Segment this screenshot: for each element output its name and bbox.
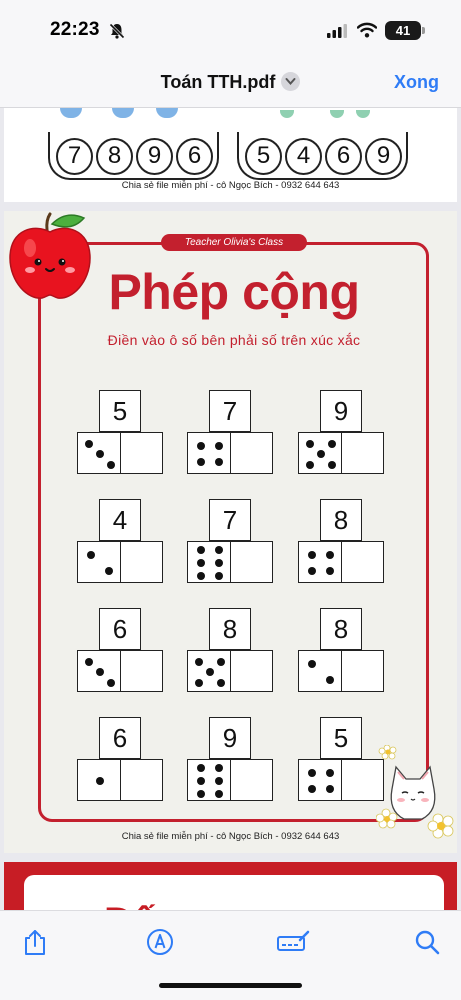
- number-circle: 9: [136, 138, 173, 175]
- dice-pip: [107, 679, 115, 687]
- dice-pip: [85, 658, 93, 666]
- chevron-down-icon[interactable]: [281, 72, 300, 91]
- dice-pip: [197, 546, 205, 554]
- search-icon[interactable]: [413, 928, 441, 956]
- dice-pip: [217, 658, 225, 666]
- number-circle: 8: [96, 138, 133, 175]
- battery-cap: [422, 27, 425, 34]
- dice-pip: [215, 458, 223, 466]
- answer-box: [342, 541, 384, 583]
- dice-pip: [306, 461, 314, 469]
- dice-pip: [215, 572, 223, 580]
- number-row-right: [237, 132, 408, 180]
- target-number-box: 6: [99, 608, 141, 650]
- bird-illustration: [156, 108, 178, 118]
- target-number-box: 8: [320, 608, 362, 650]
- dice-pip: [215, 790, 223, 798]
- number-circle: 6: [176, 138, 213, 175]
- target-number-box: 5: [320, 717, 362, 759]
- answer-box: [231, 759, 273, 801]
- dice-face: [298, 759, 342, 801]
- dice-face: [77, 432, 121, 474]
- dice-pip: [326, 567, 334, 575]
- dice-pip: [215, 546, 223, 554]
- dice-pip: [328, 440, 336, 448]
- cellular-signal-icon: [327, 24, 347, 38]
- dice-face: [187, 650, 231, 692]
- answer-box: [231, 650, 273, 692]
- answer-box: [121, 759, 163, 801]
- grass-illustration: [280, 110, 294, 118]
- dice-pip: [308, 551, 316, 559]
- dice-pip: [326, 785, 334, 793]
- document-title-button[interactable]: [0, 72, 461, 93]
- dice-pip: [206, 668, 214, 676]
- number-circle: 7: [56, 138, 93, 175]
- navigation-bar: [0, 60, 461, 108]
- dice-face: [187, 432, 231, 474]
- home-indicator: [159, 983, 302, 988]
- dice-face: [77, 541, 121, 583]
- dice-pip: [107, 461, 115, 469]
- target-number-box: 5: [99, 390, 141, 432]
- dice-pip: [217, 679, 225, 687]
- dice-pip: [308, 567, 316, 575]
- dice-pip: [215, 442, 223, 450]
- dice-pip: [195, 679, 203, 687]
- answer-box: [342, 432, 384, 474]
- answer-box: [231, 541, 273, 583]
- dice-pip: [105, 567, 113, 575]
- worksheet-instruction: Điền vào ô số bên phải số trên xúc xắc: [107, 332, 361, 348]
- dice-pip: [308, 785, 316, 793]
- target-number-box: 8: [209, 608, 251, 650]
- dice-face: [298, 650, 342, 692]
- dice-pip: [96, 777, 104, 785]
- dice-pip: [326, 769, 334, 777]
- signature-icon[interactable]: [276, 928, 310, 956]
- dice-pip: [197, 559, 205, 567]
- dice-pip: [328, 461, 336, 469]
- number-circle: 5: [245, 138, 282, 175]
- status-bar: [0, 0, 461, 60]
- grass-illustration: [330, 110, 344, 118]
- dice-face: [77, 650, 121, 692]
- dice-pip: [308, 660, 316, 668]
- dice-pip: [87, 551, 95, 559]
- dice-pip: [195, 658, 203, 666]
- document-title: Toán TTH.pdf: [160, 72, 276, 92]
- page-credit: Chia sẻ file miễn phí - cô Ngọc Bích - 0932 644 643: [121, 831, 340, 842]
- battery-indicator: 41: [385, 21, 421, 40]
- dice-face: [77, 759, 121, 801]
- target-number-box: 9: [320, 390, 362, 432]
- dice-pip: [326, 551, 334, 559]
- dice-face: [187, 541, 231, 583]
- dice-pip: [197, 790, 205, 798]
- answer-box: [121, 432, 163, 474]
- dice-pip: [326, 676, 334, 684]
- worksheet-title: Phép cộng: [108, 264, 360, 320]
- dice-pip: [197, 458, 205, 466]
- class-badge: Teacher Olivia's Class: [161, 234, 307, 251]
- share-icon[interactable]: [21, 928, 49, 956]
- dice-pip: [215, 559, 223, 567]
- page-credit: Chia sẻ file miễn phí - cô Ngọc Bích - 0932 644 643: [121, 180, 340, 191]
- answer-box: [231, 432, 273, 474]
- markup-icon[interactable]: [146, 928, 174, 956]
- cat-flowers-illustration: [376, 745, 460, 841]
- dice-face: [298, 432, 342, 474]
- grass-illustration: [356, 110, 370, 118]
- dice-face: [187, 759, 231, 801]
- number-row-left: [48, 132, 219, 180]
- target-number-box: 7: [209, 390, 251, 432]
- dice-pip: [308, 769, 316, 777]
- dice-pip: [197, 764, 205, 772]
- wifi-icon: [357, 22, 377, 38]
- dice-pip: [317, 450, 325, 458]
- bird-illustration: [112, 108, 134, 118]
- number-circle: 9: [365, 138, 402, 175]
- dice-pip: [96, 668, 104, 676]
- pdf-page-previous: [4, 108, 457, 202]
- dice-pip: [215, 777, 223, 785]
- dice-face: [298, 541, 342, 583]
- target-number-box: 6: [99, 717, 141, 759]
- bird-illustration: [60, 108, 82, 118]
- answer-box: [121, 650, 163, 692]
- answer-box: [121, 541, 163, 583]
- target-number-box: 7: [209, 499, 251, 541]
- status-time: 22:23: [50, 19, 100, 40]
- silent-bell-icon: [108, 22, 126, 40]
- dice-pip: [197, 572, 205, 580]
- dice-pip: [197, 777, 205, 785]
- target-number-box: 9: [209, 717, 251, 759]
- target-number-box: 8: [320, 499, 362, 541]
- dice-pip: [215, 764, 223, 772]
- dice-pip: [96, 450, 104, 458]
- dice-pip: [85, 440, 93, 448]
- target-number-box: 4: [99, 499, 141, 541]
- apple-mascot-illustration: [6, 210, 94, 302]
- answer-box: [342, 650, 384, 692]
- number-circle: 4: [285, 138, 322, 175]
- dice-pip: [197, 442, 205, 450]
- dice-pip: [306, 440, 314, 448]
- number-circle: 6: [325, 138, 362, 175]
- done-button[interactable]: Xong: [394, 72, 439, 92]
